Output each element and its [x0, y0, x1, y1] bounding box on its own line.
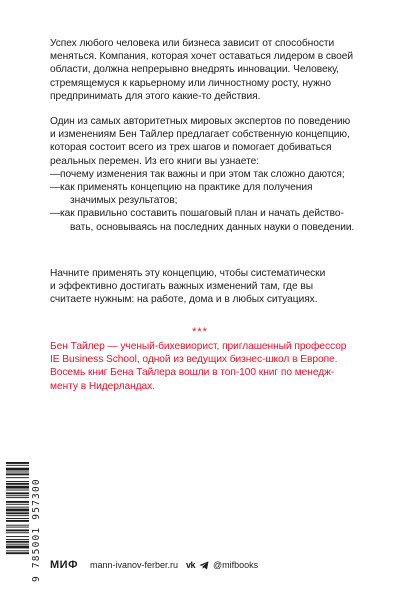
bullet-text: как правильно составить пошаговый план и начать действо-	[60, 208, 344, 220]
telegram-icon[interactable]	[199, 561, 209, 570]
text-line: Один из самых авторитетных мировых экспертов по поведению	[50, 116, 351, 127]
barcode-bar	[6, 507, 29, 508]
bullet-text-continued: значимых результатов;	[70, 195, 178, 207]
barcode-bar	[6, 477, 29, 478]
barcode-bar	[6, 515, 29, 516]
separator-stars: ***	[192, 326, 208, 338]
barcode-bar	[6, 541, 29, 543]
barcode-bar	[6, 527, 29, 528]
bullet-list	[50, 168, 368, 234]
barcode-bar	[6, 525, 29, 526]
barcode-bar	[6, 490, 29, 491]
barcode-bar	[6, 532, 29, 533]
barcode-bar	[6, 518, 29, 519]
text-line: Восемь книг Бена Тайлера вошли в топ-100 книг по менедж-	[50, 367, 335, 379]
barcode-bar	[6, 539, 29, 540]
list-item	[50, 207, 368, 233]
vk-icon[interactable]: vk	[186, 560, 196, 570]
text-line: и эффективно достигать важных изменений там, где вы	[50, 281, 313, 293]
barcode-bar	[6, 546, 29, 549]
isbn-number: 9 785001 957300	[31, 478, 42, 582]
barcode-bar	[6, 550, 29, 551]
text-line: считаете нужным: на работе, дома и в любых ситуациях.	[50, 294, 318, 306]
bullet-dash: —	[50, 208, 61, 220]
text-line: меняться. Компания, которая хочет оставаться лидером в своей	[50, 51, 353, 63]
text-line: Начните применять эту концепцию, чтобы систематически	[50, 268, 326, 279]
barcode-bar	[6, 495, 29, 496]
barcode-bar	[6, 465, 29, 466]
barcode-bar	[6, 481, 29, 482]
bullet-text: как применять концепцию на практике для получения	[60, 182, 313, 194]
barcode-bar	[6, 536, 29, 537]
barcode-bar	[6, 552, 29, 554]
list-item	[50, 181, 368, 207]
barcode-bar	[6, 473, 29, 475]
barcode-bar	[6, 462, 29, 464]
text-line: области, должна непрерывно внедрять инновации. Человеку,	[50, 64, 339, 76]
bullet-dash: —	[50, 168, 61, 180]
barcode-bar	[6, 501, 29, 503]
text-line: которая состоит всего из трех шагов и помогает добиваться	[50, 142, 332, 154]
publisher-logo: МИФ	[50, 559, 78, 571]
website-link[interactable]: mann-ivanov-ferber.ru	[89, 560, 179, 570]
barcode-bar	[6, 504, 29, 505]
bullet-dash: —	[50, 182, 61, 194]
barcode-bar	[6, 520, 29, 522]
bullet-text-continued: вать, основываясь на последних данных науки о поведении.	[70, 221, 355, 233]
barcode-bar	[6, 492, 29, 494]
call-to-action-paragraph	[50, 267, 368, 307]
publisher-footer	[50, 557, 258, 573]
barcode-bar	[6, 512, 29, 514]
barcode-bar	[6, 472, 29, 473]
barcode-bar	[6, 544, 29, 545]
barcode-bar	[6, 529, 29, 531]
bullet-text: почему изменения так важны и при этом так сложно даются;	[60, 168, 345, 180]
barcode-bar	[6, 486, 29, 489]
text-line: предпринимать для этого какие-то действия.	[50, 90, 261, 102]
text-line: Бен Тайлер — ученый-бихевиорист, приглашенный профессор	[50, 341, 347, 352]
list-item	[50, 168, 368, 181]
barcode-bar	[6, 468, 29, 471]
author-bio	[50, 340, 368, 393]
text-line: и изменениям Бен Тайлер предлагает собственную концепцию,	[50, 129, 350, 141]
text-line: менту в Нидерландах.	[50, 380, 155, 392]
text-line: IE Business School, одной из ведущих бизнес-школ в Европе.	[50, 354, 338, 366]
barcode-bar	[6, 497, 29, 498]
barcode-bar	[6, 509, 29, 512]
text-line: стремящемуся к карьерному или личностному росту, нужно	[50, 77, 332, 89]
barcode-bar	[6, 483, 29, 485]
text-line: реальных перемен. Из его книги вы узнаете:	[50, 155, 259, 167]
text-line: Успех любого человека или бизнеса зависит от способности	[50, 38, 335, 49]
about-paragraph	[50, 115, 368, 234]
social-handle[interactable]: @mifbooks	[213, 560, 259, 570]
intro-paragraph	[50, 37, 368, 103]
